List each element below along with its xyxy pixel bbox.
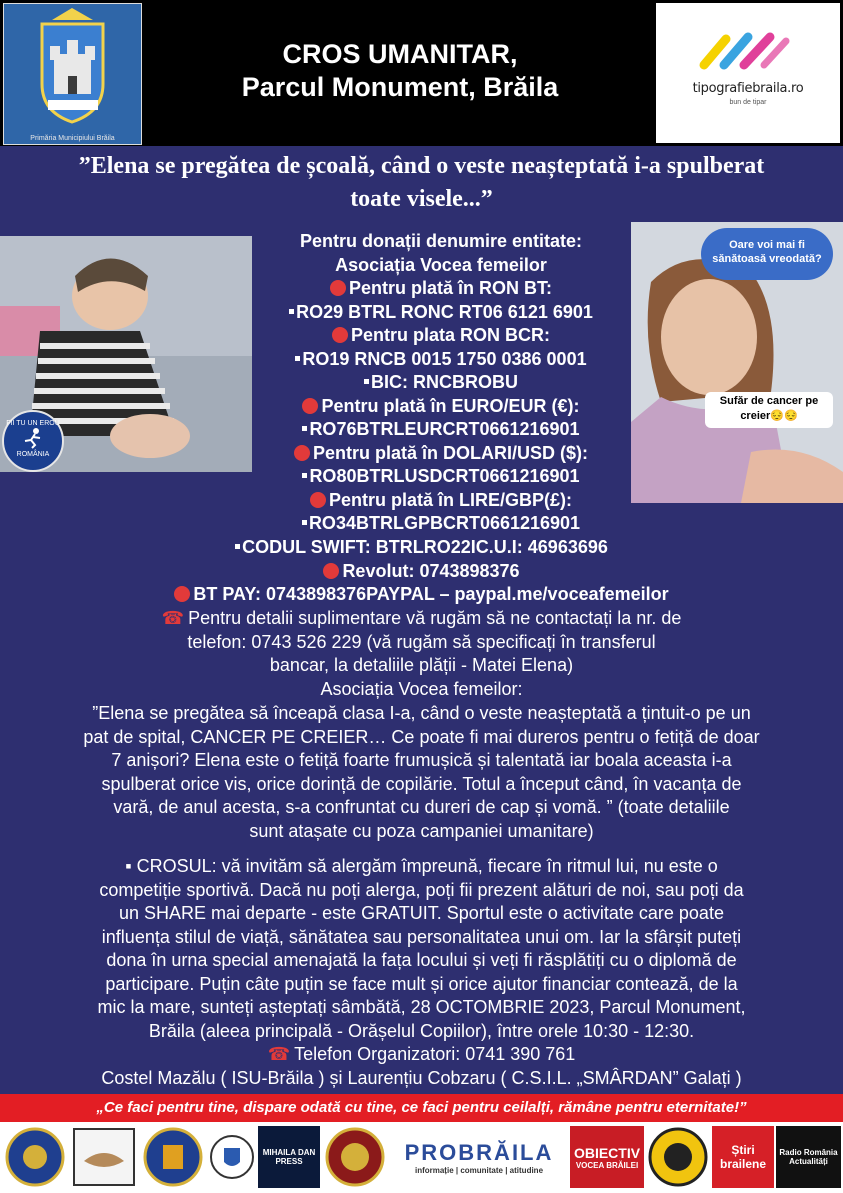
tipografie-logo <box>656 3 840 143</box>
usd-heading: Pentru plată în DOLARI/USD ($): <box>252 442 630 466</box>
page-title <box>150 38 650 104</box>
gbp-heading: Pentru plată în LIRE/GBP(£): <box>252 489 630 513</box>
emblem-icon <box>325 1127 385 1187</box>
revolut-line: Revolut: 0743898376 <box>0 560 843 584</box>
contact-paragraph <box>6 607 837 701</box>
isu-braila-logo <box>2 1126 68 1188</box>
bic-code: BIC: RNCBROBU <box>252 371 630 395</box>
cros-line: influența stilul de viață, sănătatea sau personalitatea unui om. Iar la sfârșit puteți <box>101 926 742 947</box>
red-circle-icon <box>174 586 190 602</box>
red-circle-icon <box>323 563 339 579</box>
photo-caption-label: Sufăr de cancer pe creier😔😔 <box>705 392 833 428</box>
emblem-icon <box>209 1128 255 1186</box>
ron-bcr-heading: Pentru plata RON BCR: <box>252 324 630 348</box>
story-line: sunt atașate cu poza campaniei umanitare) <box>249 820 594 841</box>
handshake-icon <box>72 1127 136 1187</box>
headline-line-2: toate visele...” <box>350 186 493 212</box>
title-line-2: Parcul Monument, Brăila <box>241 72 559 102</box>
bullet-square-icon <box>235 544 240 549</box>
phone-icon: ☎ <box>161 608 185 628</box>
logo-subtext: bun de tipar <box>729 99 767 106</box>
police-handshake-logo <box>70 1126 138 1188</box>
csil-smardan-logo <box>322 1126 388 1188</box>
paint-strokes-icon <box>656 3 840 83</box>
bullet-square-icon <box>302 473 307 478</box>
cros-line: competiție sportivă. Dacă nu poți alerga, poți fii prezent alături de noi, sau poți da <box>99 879 744 900</box>
header-bar <box>0 0 843 146</box>
story-line: spulberat orice vis, orice dorință de copilărie. Totul a început când, în vacanța de <box>101 773 742 794</box>
bullet-square-icon <box>302 520 307 525</box>
obiectiv-label: OBIECTIV <box>573 1144 641 1161</box>
story-paragraph <box>6 702 837 843</box>
cros-line: Brăila (aleea principală - Orășelul Copiilor), între orele 10:30 - 12:30. <box>148 1020 695 1041</box>
fii-tu-un-erou-badge <box>2 410 64 472</box>
title-line-1: CROS UMANITAR, <box>282 39 518 69</box>
ron-bcr-iban: RO19 RNCB 0015 1750 0386 0001 <box>252 348 630 372</box>
swift-code: CODUL SWIFT: BTRLRO22IC.U.I: 46963696 <box>0 536 843 560</box>
cros-line: participare. Puțin câte puțin se face mult și orice ajutor financiar contează, de la <box>105 973 738 994</box>
crest-caption: Primăria Municipiului Brăila <box>30 135 115 142</box>
donation-entity-name: Asociația Vocea femeilor <box>335 254 547 275</box>
cros-paragraph <box>6 855 837 1090</box>
stiri-brailene-logo <box>712 1126 774 1188</box>
cros-line: dona în urna special amenajată la fața locului și veți fi răsplătiți cu o diplomă de <box>106 950 737 970</box>
organizer-names: Costel Mazălu ( ISU-Brăila ) și Laurențiu Cobzaru ( C.S.I.L. „SMÂRDAN” Galați ) <box>101 1067 742 1088</box>
headline <box>0 150 843 216</box>
btpay-paypal-line: BT PAY: 0743898376PAYPAL – paypal.me/voceafemeilor <box>0 583 843 607</box>
obiectiv-tagline: VOCEA BRĂILEI <box>575 1160 639 1170</box>
gbp-iban: RO34BTRLGPBCRT0661216901 <box>252 512 630 536</box>
emblem-icon <box>5 1127 65 1187</box>
isu-galati-logo <box>140 1126 206 1188</box>
badge-text-bottom: ROMÂNIA <box>16 451 50 458</box>
obiectiv-logo <box>570 1126 644 1188</box>
organizer-phone: ☎ Telefon Organizatori: 0741 390 761 <box>6 1043 837 1067</box>
prefectura-logo <box>208 1126 256 1188</box>
ron-bt-iban: RO29 BTRL RONC RT06 6121 6901 <box>252 301 630 325</box>
headline-line-1: ”Elena se pregătea de școală, când o veste neașteptată i-a spulberat <box>78 153 765 179</box>
bullet-square-icon <box>302 426 307 431</box>
donation-info-block <box>252 230 630 536</box>
story-line: vară, de anul acesta, s-a confruntat cu dureri de cap și vomă. ” (toate detaliile <box>113 797 730 817</box>
logo-text: tipografiebraila.ro <box>692 81 804 96</box>
red-circle-icon <box>330 280 346 296</box>
radio-romania-logo <box>776 1126 841 1188</box>
bullet-square-icon <box>289 309 294 314</box>
association-label: Asociația Vocea femeilor: <box>320 678 523 699</box>
footer-quote: „Ce faci pentru tine, dispare odată cu tine, ce faci pentru ceilalți, rămâne pentru eternitate!” <box>0 1094 843 1122</box>
badge-text-top: FII TU UN EROU <box>6 420 60 427</box>
donation-entity-label: Pentru donații denumire entitate: <box>299 231 583 251</box>
story-line: pat de spital, CANCER PE CREIER… Ce poate fi mai dureros pentru o fetiță de doar <box>83 726 760 747</box>
cros-line: mic la mare, sunteți așteptați sâmbătă, 28 OCTOMBRIE 2023, Parcul Monument, <box>97 997 746 1017</box>
story-line: ”Elena se pregătea să înceapă clasa I-a, când o veste neașteptată a țintuit-o pe un <box>92 703 751 723</box>
ron-bt-heading: Pentru plată în RON BT: <box>252 277 630 301</box>
stiri-label: Știri brailene <box>719 1143 767 1171</box>
cros-line: un SHARE mai departe - este GRATUIT. Sportul este o activitate care poate <box>119 903 724 923</box>
mihaila-label: MIHAILA DAN PRESS <box>262 1148 316 1166</box>
city-crest-logo <box>3 3 142 145</box>
red-circle-icon <box>332 327 348 343</box>
emblem-icon <box>648 1127 708 1187</box>
emblem-icon <box>143 1127 203 1187</box>
usd-iban: RO80BTRLUSDCRT0661216901 <box>252 465 630 489</box>
probraila-logo <box>390 1126 568 1188</box>
red-circle-icon <box>310 492 326 508</box>
runner-icon <box>20 427 46 449</box>
sucursala-galati-logo <box>646 1126 710 1188</box>
contact-line-1: ☎ Pentru detalii suplimentare vă rugăm să ne contactați la nr. de <box>6 607 837 631</box>
contact-line-2: telefon: 0743 526 229 (vă rugăm să specificați în transferul <box>187 631 656 652</box>
probraila-label: PROBRĂILA <box>404 1139 554 1165</box>
eur-heading: Pentru plată în EURO/EUR (€): <box>252 395 630 419</box>
thought-bubble: Oare voi mai fi sănătoasă vreodată? <box>701 228 833 280</box>
eur-iban: RO76BTRLEURCRT0661216901 <box>252 418 630 442</box>
story-line: 7 anișori? Elena este o fetiță foarte frumușică și talentată iar boala aceasta i-a <box>111 750 732 770</box>
contact-line-3: bancar, la detaliile plății - Matei Elena) <box>269 655 574 675</box>
radio-label: Radio România Actualități <box>779 1148 838 1166</box>
castle-crest-icon <box>4 4 141 129</box>
red-circle-icon <box>294 445 310 461</box>
mihaila-dan-press-logo <box>258 1126 320 1188</box>
photo-smiling-girl <box>631 222 843 503</box>
probraila-tagline: informație | comunitate | atitudine <box>414 1165 544 1175</box>
bullet-square-icon <box>295 356 300 361</box>
red-circle-icon <box>302 398 318 414</box>
sponsor-logos-strip <box>0 1122 843 1193</box>
payment-extra-block <box>0 536 843 607</box>
bullet-square-icon <box>364 379 369 384</box>
cros-line: ▪ CROSUL: vă invităm să alergăm împreună, fiecare în ritmul lui, nu este o <box>125 856 718 876</box>
phone-icon: ☎ <box>267 1044 291 1064</box>
